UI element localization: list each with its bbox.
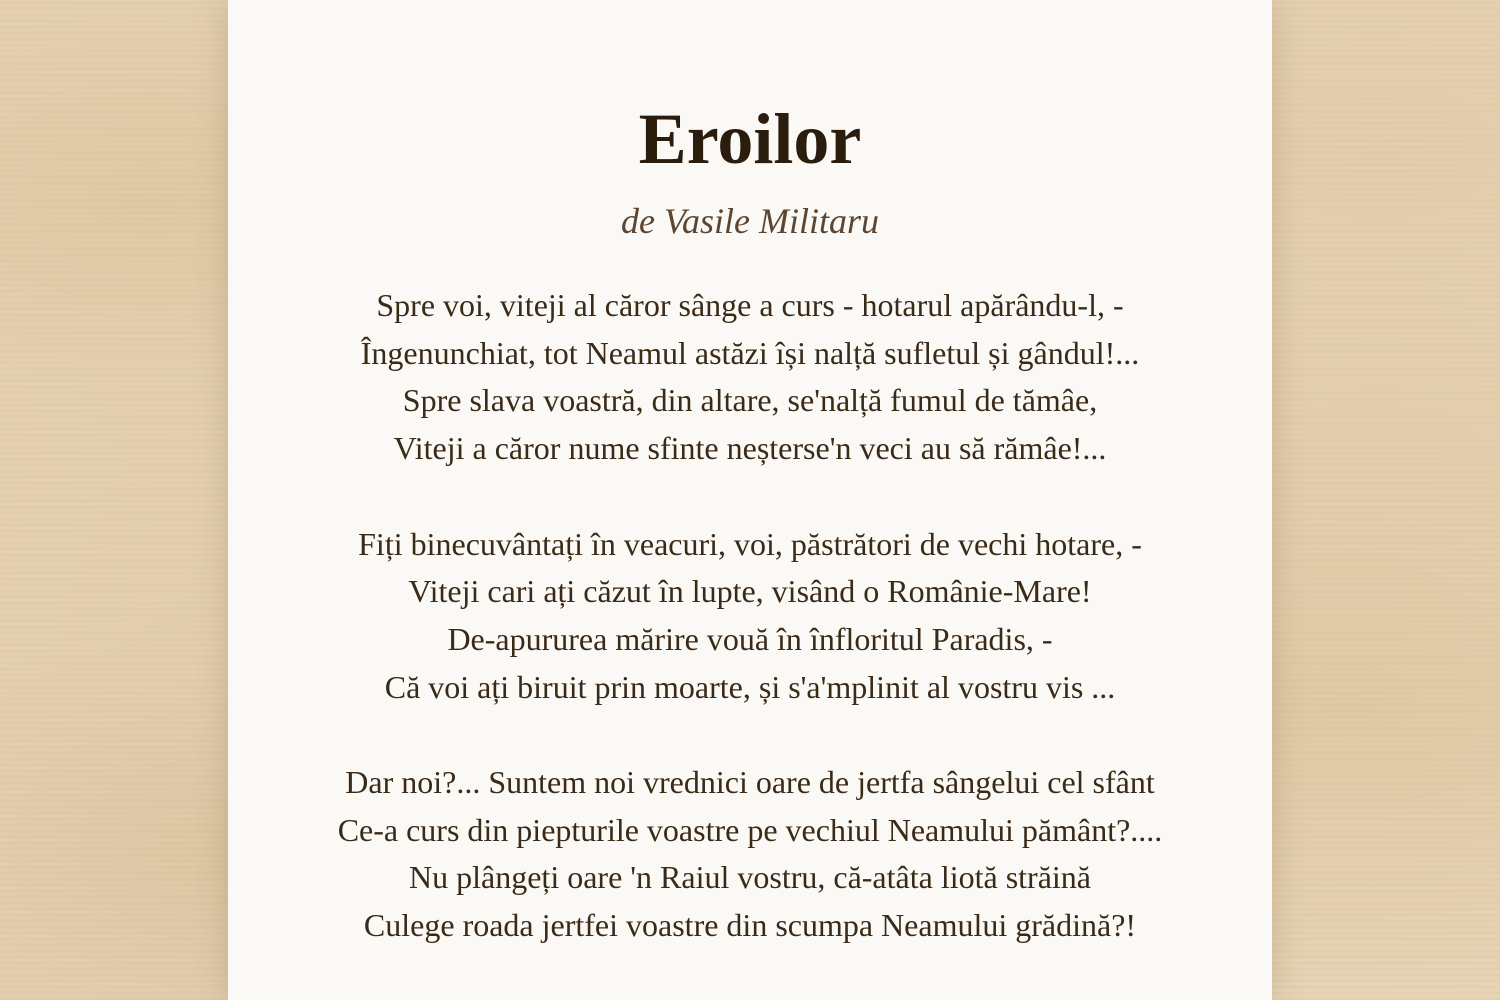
stanza-2 (228, 521, 1272, 712)
verse-line: Viteji a căror nume sfinte neșterse'n veci au să rămâe!... (393, 430, 1107, 467)
poem-page (228, 0, 1272, 1000)
verse-line: Fiți binecuvântați în veacuri, voi, păstrători de vechi hotare, - (358, 525, 1142, 562)
verse-line: Culege roada jertfei voastre din scumpa Neamului grădină?! (363, 907, 1137, 944)
verse-line: Ce-a curs din piepturile voastre pe vechiul Neamului pământ?.... (337, 811, 1163, 848)
poem-author: de Vasile Militaru (621, 201, 879, 241)
poem-title: Eroilor (638, 99, 862, 179)
stanza-1 (228, 282, 1272, 473)
verse-line: De-apururea mărire vouă în înfloritul Paradis, - (447, 620, 1053, 657)
verse-line: Nu plângeți oare 'n Raiul vostru, că-atâta liotă străină (409, 859, 1091, 896)
verse-line: Spre slava voastră, din altare, se'nalță fumul de tămâe, (402, 382, 1098, 419)
verse-line: Îngenunchiat, tot Neamul astăzi își nalță sufletul și gândul!... (360, 334, 1140, 371)
verse-line: Viteji cari ați căzut în lupte, visând o Românie-Mare! (408, 573, 1092, 610)
verse-line: Că voi ați biruit prin moarte, și s'a'mplinit al vostru vis ... (384, 668, 1116, 705)
stanza-3 (228, 759, 1272, 950)
verse-line: Dar noi?... Suntem noi vrednici oare de jertfa sângelui cel sfânt (345, 764, 1155, 800)
verse-line: Spre voi, viteji al căror sânge a curs - hotarul apărându-l, - (376, 287, 1124, 323)
poem-body (228, 282, 1272, 998)
